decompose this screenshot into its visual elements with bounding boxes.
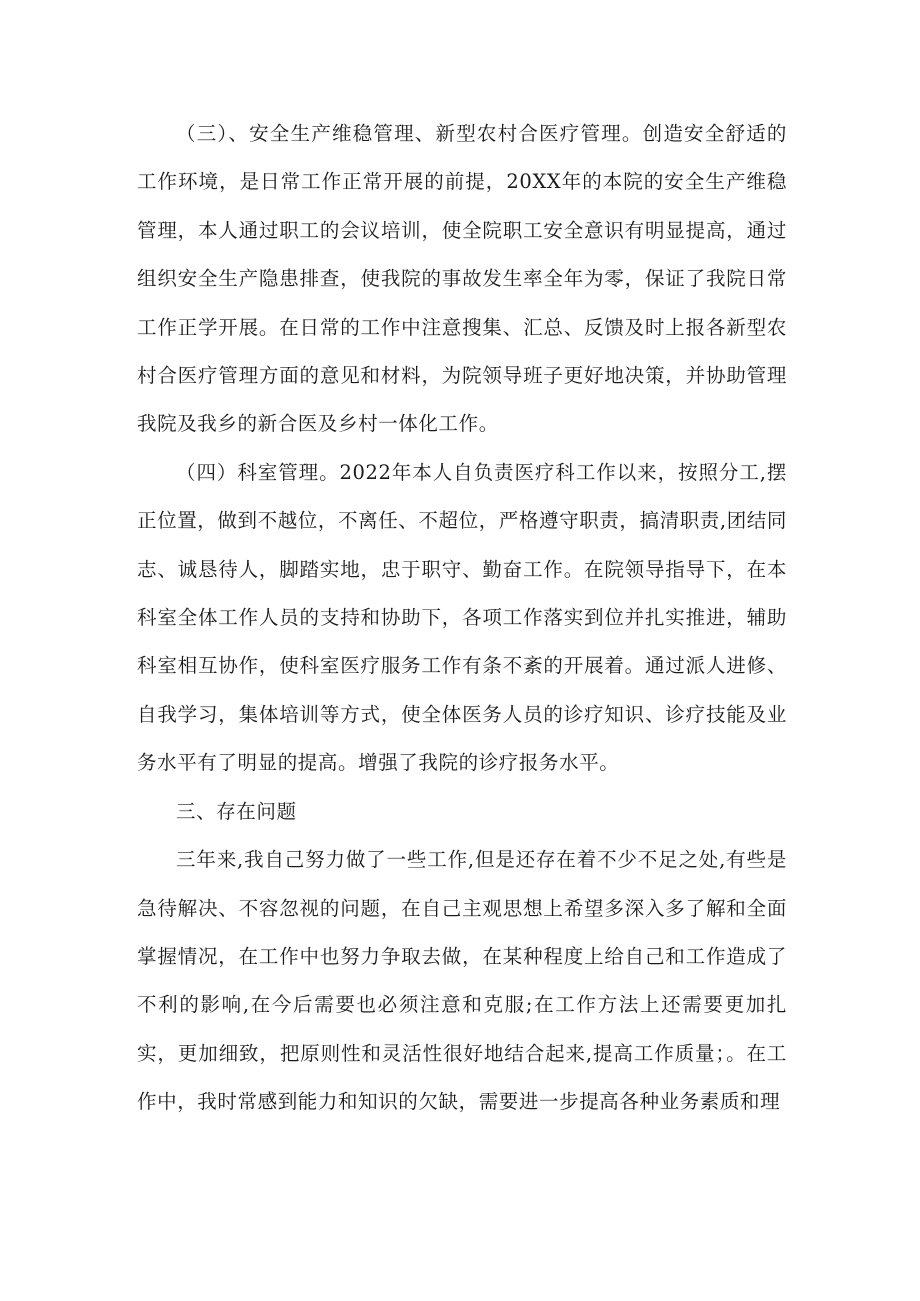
paragraph-department-management: （四）科室管理。2022年本人自负责医疗科工作以来，按照分工,摆正位置，做到不越位，不离任、不超位，严格遵守职责，搞清职责,团结同志、诚恳待人，脚踏实地，忠于职守、勤奋工作。在院领导指导下，在本科室全体工作人员的支持和协助下，各项工作落实到位并扎实推进，辅助科室相互协作，使科室医疗服务工作有条不紊的开展着。通过派人进修、自我学习，集体培训等方式，使全体医务人员的诊疗知识、诊疗技能及业务水平有了明显的提高。增强了我院的诊疗报务水平。 (137, 460, 787, 775)
document-body (137, 110, 787, 1127)
paragraph-existing-problems: 三年来,我自己努力做了一些工作,但是还存在着不少不足之处,有些是急待解决、不容忽视的问题，在自己主观思想上希望多深入多了解和全面掌握情况，在工作中也努力争取去做，在某种程度上给自己和工作造成了不利的影响,在今后需要也必须注意和克服;在工作方法上还需要更加扎实，更加细致，把原则性和灵活性很好地结合起来,提高工作质量；。在工作中，我时常感到能力和知识的欠缺，需要进一步提高各种业务素质和理 (137, 848, 787, 1114)
paragraph-safety-management: （三）、安全生产维稳管理、新型农村合医疗管理。创造安全舒适的工作环境，是日常工作正常开展的前提，20XX年的本院的安全生产维稳管理，本人通过职工的会议培训，使全院职工安全意识有明显提高，通过组织安全生产隐患排查，使我院的事故发生率全年为零，保证了我院日常工作正学开展。在日常的工作中注意搜集、汇总、反馈及时上报各新型农村合医疗管理方面的意见和材料，为院领导班子更好地决策，并协助管理我院及我乡的新合医及乡村一体化工作。 (137, 122, 787, 436)
section-heading-existing-problems: 三、存在问题 (176, 799, 297, 823)
